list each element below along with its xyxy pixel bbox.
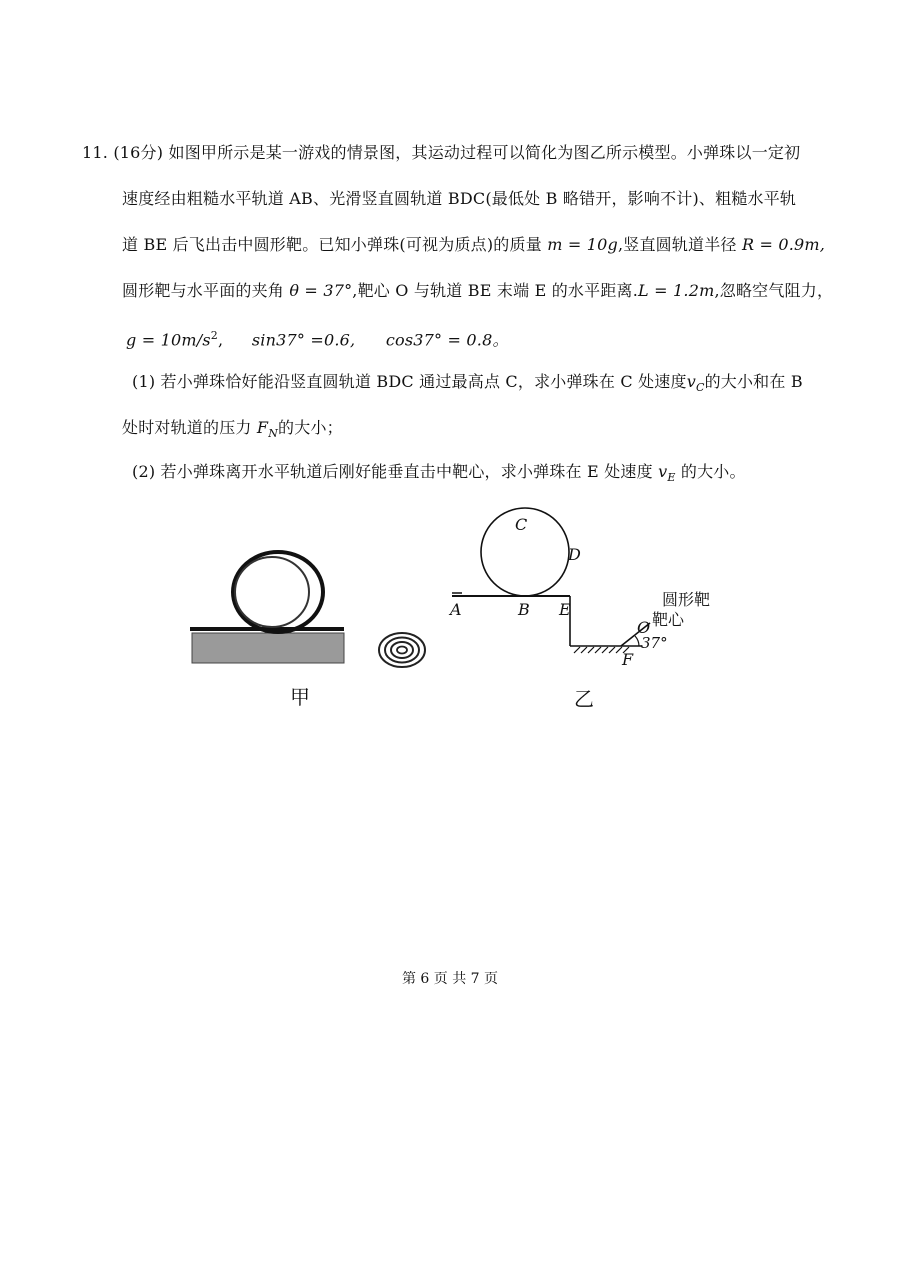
label-e: E xyxy=(559,600,571,619)
problem-line-1 xyxy=(82,143,800,163)
label-c: C xyxy=(515,515,528,534)
stem-text-4b: ,靶心 O 与轨道 BE 末端 E 的水平距离. xyxy=(352,281,639,300)
problem-number: 11. xyxy=(82,143,109,162)
label-d: D xyxy=(568,545,581,564)
question-1-line-2 xyxy=(122,418,343,444)
distance-value: L = 1.2m xyxy=(638,281,715,300)
figure-panel xyxy=(180,505,760,715)
stem-text-1: 如图甲所示是某一游戏的情景图，其运动过程可以简化为图乙所示模型。小弹珠以一定初 xyxy=(168,143,801,162)
figure-jia-illustration xyxy=(190,552,344,663)
q1-text-2b: 的大小； xyxy=(278,418,343,437)
question-2-line xyxy=(132,462,746,488)
sin-value: sin37° =0.6, xyxy=(251,330,356,350)
radius-value: R = 0.9m, xyxy=(741,235,826,254)
question-1-line-1 xyxy=(132,372,803,398)
problem-line-5 xyxy=(126,326,509,350)
q2-text-b: 的大小。 xyxy=(680,462,746,481)
stem-text-4c: ,忽略空气阻力， xyxy=(714,281,834,300)
stem-text-3a: 道 BE 后飞出击中圆形靶。已知小弹珠(可视为质点)的质量 xyxy=(122,235,542,254)
problem-points: (16分) xyxy=(113,143,164,162)
q1-vc-symbol: v xyxy=(686,372,696,391)
q2-ve-symbol: v xyxy=(658,462,668,481)
q1-fn-symbol: F xyxy=(256,418,269,437)
q1-vc-subscript: C xyxy=(695,381,705,395)
q1-text-2a: 处时对轨道的压力 xyxy=(122,418,252,437)
caption-yi: 乙 xyxy=(574,687,594,711)
gravity-exponent: 2 xyxy=(210,329,218,342)
q2-ve-subscript: E xyxy=(667,471,676,485)
problem-line-2 xyxy=(122,189,796,209)
label-o: O xyxy=(637,618,651,637)
label-target: 圆形靶 xyxy=(662,590,711,609)
stem-text-2: 速度经由粗糙水平轨道 AB、光滑竖直圆轨道 BDC(最低处 B 略错开，影响不计)、粗糙水平轨 xyxy=(122,189,797,208)
stem-text-4a: 圆形靶与水平面的夹角 xyxy=(122,281,285,300)
gravity-value: g = 10m/s xyxy=(126,330,211,350)
label-target-center: 靶心 xyxy=(652,610,685,629)
problem-line-3 xyxy=(122,235,825,255)
q1-fn-subscript: N xyxy=(268,427,279,441)
q1-text-1b: 的大小和在 B xyxy=(704,372,803,391)
cos-value: cos37° = 0.8。 xyxy=(385,330,509,350)
caption-jia: 甲 xyxy=(290,685,310,709)
target-rings-icon xyxy=(379,633,425,667)
q2-text-a: (2) 若小弹珠离开水平轨道后刚好能垂直击中靶心，求小弹珠在 E 处速度 xyxy=(132,462,653,481)
figure-yi-diagram xyxy=(452,508,650,653)
problem-line-4 xyxy=(122,281,833,301)
gravity-comma: , xyxy=(217,330,224,350)
label-f: F xyxy=(622,650,634,669)
mass-value: m = 10g xyxy=(547,235,618,254)
q1-text-1a: (1) 若小弹珠恰好能沿竖直圆轨道 BDC 通过最高点 C，求小弹珠在 C 处速度 xyxy=(132,372,687,391)
page-footer: 第 6 页 共 7 页 xyxy=(401,971,499,987)
label-a: A xyxy=(450,600,462,619)
label-b: B xyxy=(518,600,530,619)
stem-text-3b: ,竖直圆轨道半径 xyxy=(617,235,737,254)
angle-value: θ = 37° xyxy=(289,281,353,300)
label-angle: 37° xyxy=(641,634,668,652)
